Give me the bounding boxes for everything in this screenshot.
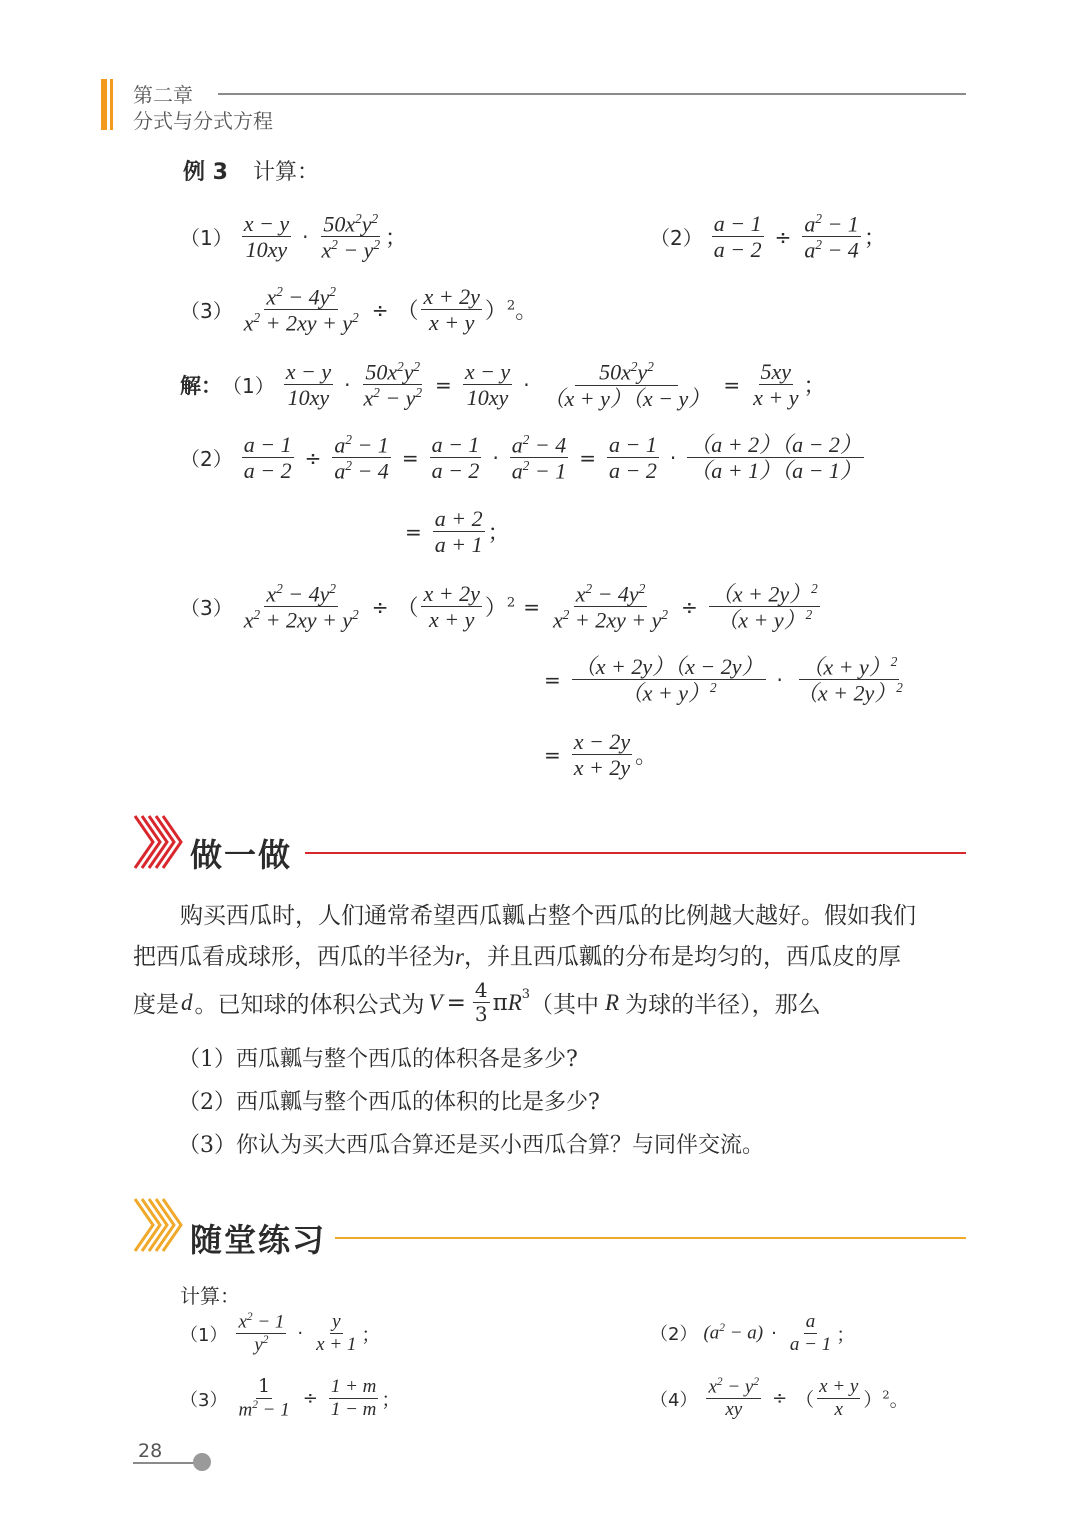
activity-line-1: 购买西瓜时，人们通常希望西瓜瓤占整个西瓜的比例越大越好。假如我们	[180, 903, 916, 929]
example-item-1: （1） x − y 10xy · $50x^2y^2$ $x^2 - y^2$ ；	[180, 211, 408, 263]
header-bar-thin	[110, 79, 113, 130]
item-label: （2）	[650, 226, 703, 251]
activity-line-2: 把西瓜看成球形，西瓜的半径为r，并且西瓜瓤的分布是均匀的，西瓜皮的厚	[133, 944, 901, 970]
item-label: （2）	[650, 1324, 698, 1346]
item-label: （1）	[222, 374, 275, 399]
activity-rule	[305, 852, 966, 854]
activity-title: 做一做	[190, 836, 293, 874]
solution-2-result: = $\frac{a + 2}{a + 1}$ ；	[405, 506, 510, 558]
practice-title: 随堂练习	[190, 1221, 327, 1259]
practice-item-3: （3） $\frac{1}{m^2 - 1}$ ÷ $\frac{1 + m}{1 - m}$ ；	[180, 1375, 401, 1421]
chapter-label: 第二章	[133, 83, 193, 107]
period: 。	[635, 744, 658, 770]
example-prompt: 计算：	[252, 160, 319, 185]
practice-item-4: （4） $\frac{x^2 - y^2}{xy}$ ÷ （ x + y x ）$^2$。	[650, 1376, 909, 1421]
footer-rule	[133, 1462, 195, 1464]
practice-item-2: （2） $(a^2 - a)$ · a a − 1 ；	[650, 1311, 856, 1355]
practice-rule	[335, 1237, 966, 1239]
question-2: （2）西瓜瓤与整个西瓜的体积的比是多少?	[178, 1090, 600, 1115]
solution-3: （3） $\frac{x^2 - 4y^2}{x^2 + 2xy + y^2}$ ÷ （ x + 2y x + y ）$^2$ = $\frac{x^2 - 4y^2}{x^2 + 2xy + y^2}$ ÷ $\frac{(x + 2y)^2}{(x + y)^2}$	[180, 581, 818, 633]
chevrons-gold-icon	[133, 1195, 185, 1255]
chevrons-red-icon	[133, 812, 185, 872]
example-item-2: （2） $\frac{a - 1}{a - 2}$ ÷ $\frac{a^2 - 1}{a^2 - 4}$ ；	[650, 211, 886, 263]
item-label: （1）	[180, 226, 233, 251]
example-heading	[183, 155, 319, 186]
practice-prompt: 计算：	[180, 1284, 240, 1308]
page-number: 28	[138, 1440, 163, 1462]
footer-dot	[193, 1453, 211, 1471]
activity-line-3: 度是 d 。已知球的体积公式为 V = $\frac{4}{3}$ π R $^3$ （其中 R 为球的半径），那么	[133, 978, 821, 1026]
chapter-title: 分式与分式方程	[133, 109, 273, 133]
question-3: （3）你认为买大西瓜合算还是买小西瓜合算？与同伴交流。	[178, 1133, 764, 1158]
header-rule	[218, 93, 966, 95]
practice-item-1: （1） $x^2 - 1$ $y^2$ · y x + 1 ；	[180, 1311, 381, 1356]
example-item-3: （3） $\frac{x^2 - 4y^2}{x^2 + 2xy + y^2}$ ÷ （ x + 2y x + y ）$^2$。	[180, 284, 538, 336]
header-bar	[101, 79, 107, 130]
solution-3-result: = $\frac{x - 2y}{x + 2y}$ 。	[544, 729, 658, 781]
line-3-part-a: 度是	[133, 992, 179, 1018]
item-label: （4）	[650, 1389, 698, 1411]
line-2-part-a: 把西瓜看成球形，西瓜的半径为	[133, 944, 455, 970]
solution-1: 解： （1） x − y 10xy · $\frac{50x^2y^2}{x^2 - y^2}$ = $\frac{x - y}{10xy}$ · $\frac{50x^2y^2}{(x + y)(x - y)}$ = $\frac{5xy}{x + y}$ ；	[180, 359, 826, 411]
line-3-part-b: 。已知球的体积公式为	[194, 992, 425, 1018]
solution-2: （2） $\frac{a - 1}{a - 2}$ ÷ $\frac{a^2 - 1}{a^2 - 4}$ = $\frac{a - 1}{a - 2}$ · $\frac{a^2 - 4}{a^2 - 1}$ = $\frac{a - 1}{a - 2}$ · （a + 2）（a − 2） （a + 1）（a − 1）	[180, 432, 862, 484]
example-label: 例 3	[183, 160, 228, 185]
line-3-part-c: （其中	[530, 992, 600, 1018]
item-label: （2）	[180, 447, 233, 472]
line-2-part-b: ，并且西瓜瓤的分布是均匀的，西瓜皮的厚	[463, 944, 901, 970]
item-label: （3）	[180, 596, 233, 621]
line-3-part-d: 为球的半径），那么	[625, 992, 821, 1018]
question-1: （1）西瓜瓤与整个西瓜的体积各是多少?	[178, 1047, 578, 1072]
solution-3-step: = $\frac{(x + 2y)(x - 2y)}{(x + y)^2}$ · $(x + y)^2$ $(x + 2y)^2$	[544, 654, 903, 706]
solution-label: 解：	[180, 373, 222, 398]
item-label: （3）	[180, 1389, 228, 1411]
item-label: （3）	[180, 299, 233, 324]
item-label: （1）	[180, 1324, 228, 1346]
